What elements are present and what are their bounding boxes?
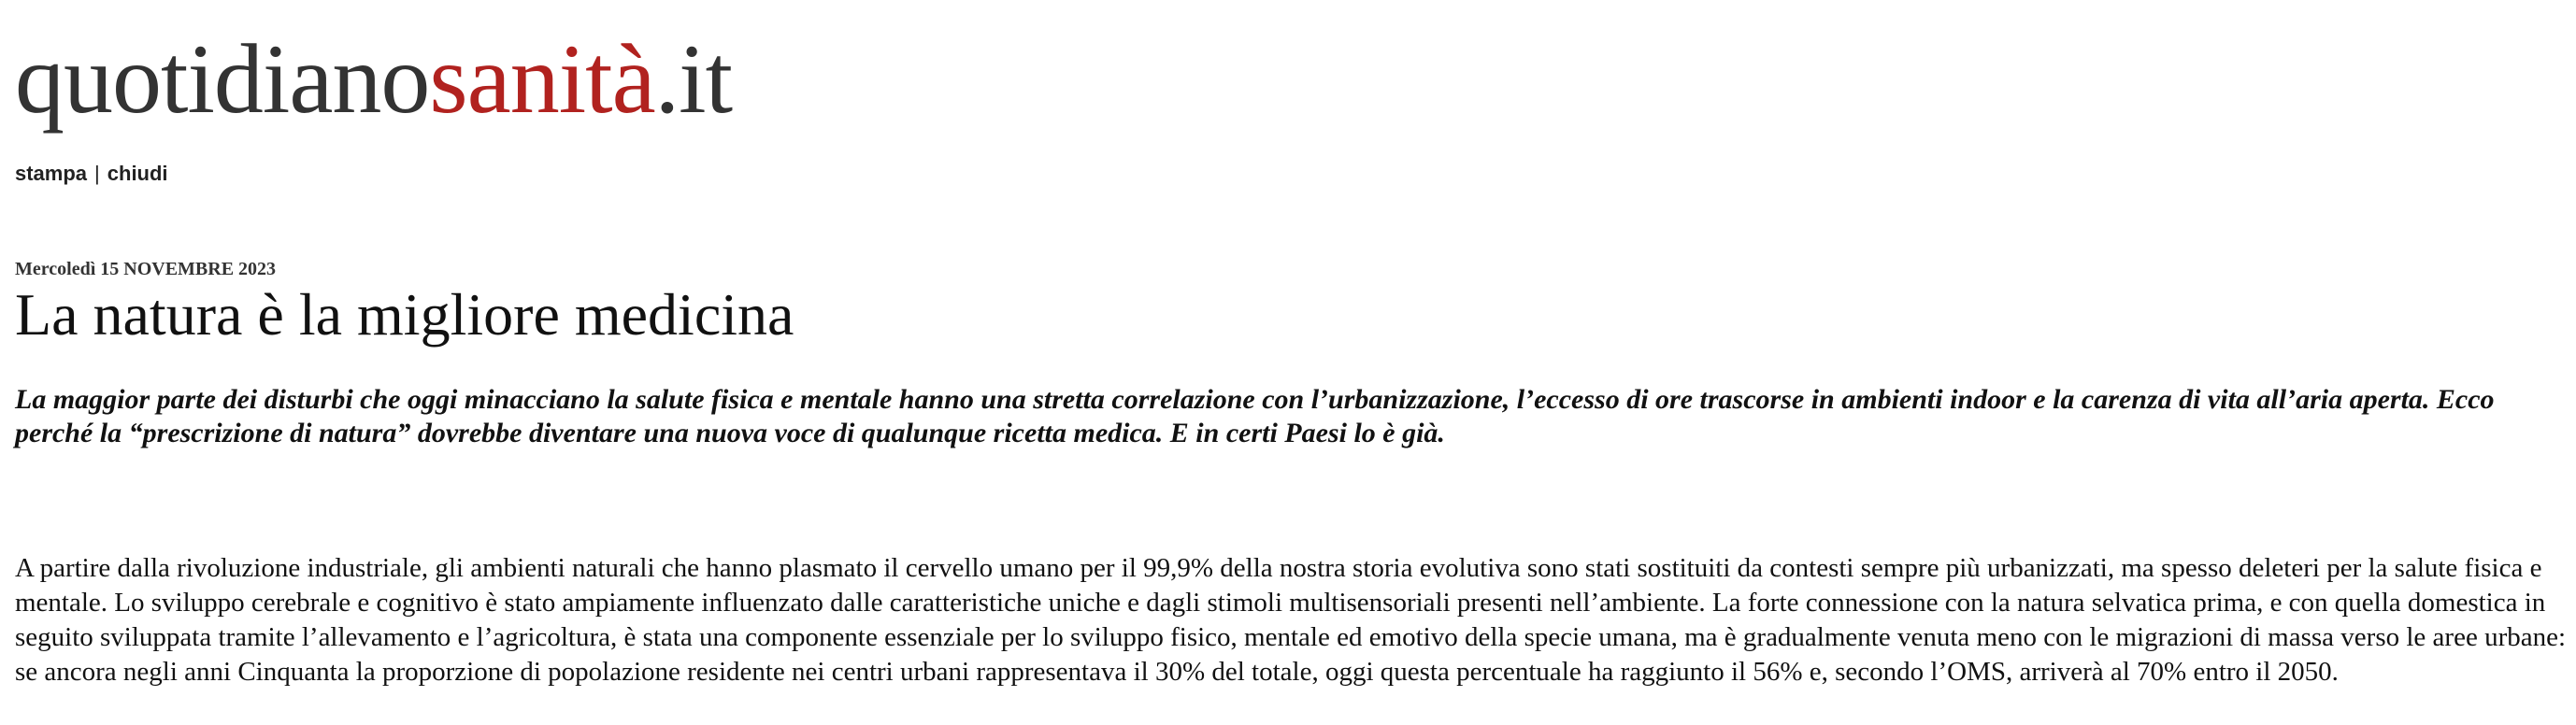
article-subtitle: La maggior parte dei disturbi che oggi minacciano la salute fisica e mentale hanno una stretta correlazione con l’urbanizzazione, l’eccesso di ore trascorse in ambienti indoor e la carenza di vita all’aria aperta. Ecco perché la “prescrizione di natura” dovrebbe diventare una nuova voce di qualunque ricetta medica. E in certi Paesi lo è già.	[15, 384, 2495, 448]
logo-text-quotidiano: quotidiano	[15, 24, 430, 134]
site-logo[interactable]	[15, 24, 732, 135]
article-paragraph: A partire dalla rivoluzione industriale, gli ambienti naturali che hanno plasmato il cervello umano per il 99,9% della nostra storia evolutiva sono stati sostituiti da contesti sempre più urbanizzati, ma spesso deleteri per la salute fisica e mentale. Lo sviluppo cerebrale e cognitivo è stato ampiamente influenzato dalle caratteristiche uniche e dagli stimoli multisensoriali presenti nell’ambiente. La forte connessione con la natura selvatica prima, e con quella domestica in seguito sviluppata tramite l’allevamento e l’agricoltura, è stata una componente essenziale per lo sviluppo fisico, mentale ed emotivo della specie umana, ma è gradualmente venuta meno con le migrazioni di massa verso le aree urbane: se ancora negli anni Cinquanta la proporzione di popolazione residente nei centri urbani rappresentava il 30% del totale, oggi questa percentuale ha raggiunto il 56% e, secondo l’OMS, arriverà al 70% entro il 2050.	[15, 553, 2567, 687]
print-link[interactable]: stampa	[15, 162, 88, 185]
print-tools	[15, 161, 168, 187]
tools-separator: |	[94, 162, 100, 185]
close-link[interactable]: chiudi	[107, 162, 168, 185]
article-date: Mercoledì 15 NOVEMBRE 2023	[15, 259, 277, 279]
logo-text-sanita: sanità	[429, 24, 655, 134]
logo-text-domain: .it	[654, 24, 733, 134]
article-title: La natura è la migliore medicina	[15, 281, 794, 348]
